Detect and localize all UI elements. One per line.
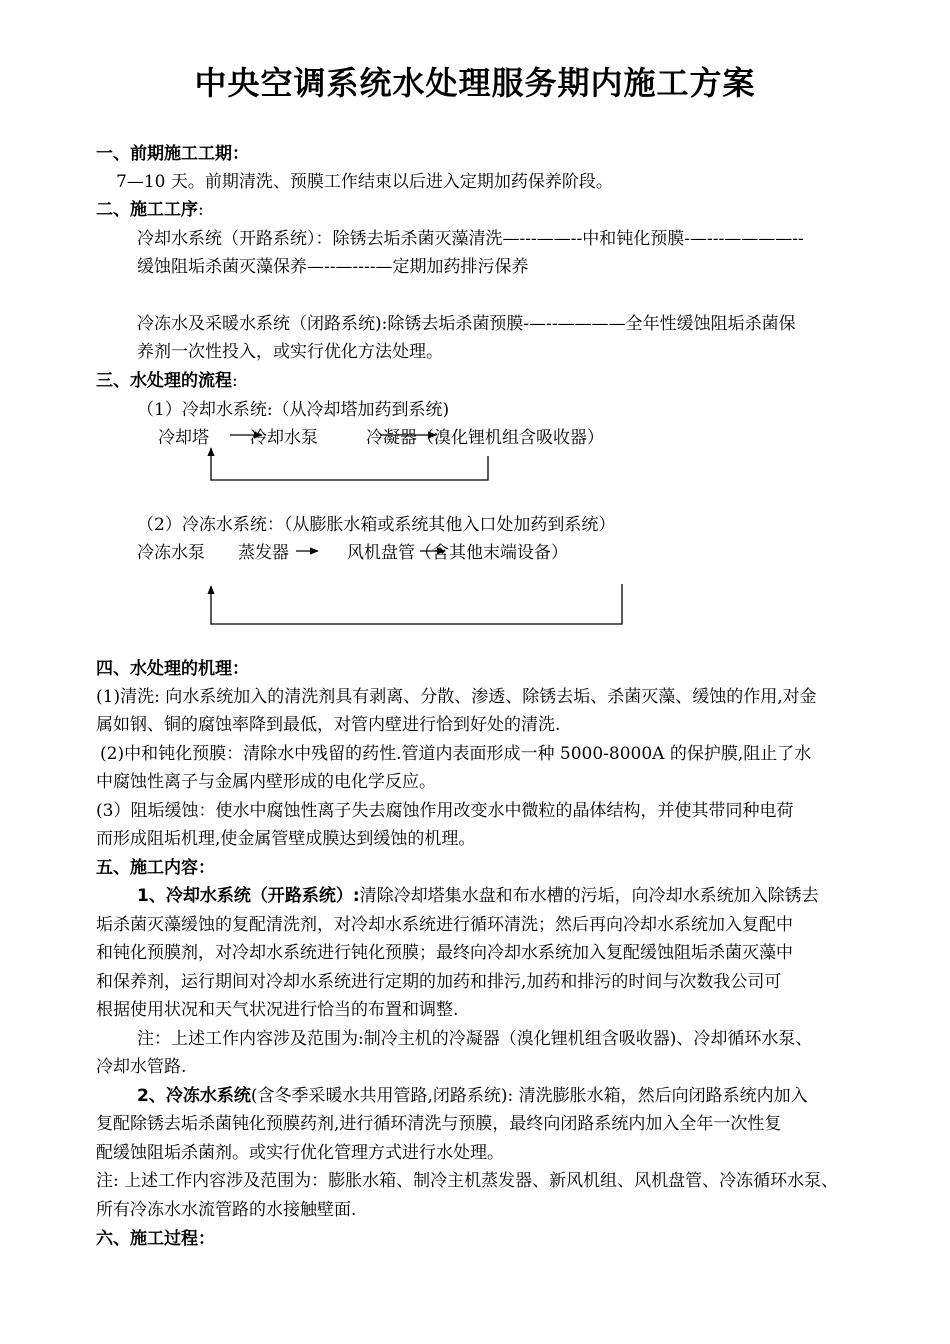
section-5-item-1-line-2: 垢杀菌灭藻缓蚀的复配清洗剂，对冷却水系统进行循环清洗；然后再向冷却水系统加入复配中: [96, 915, 793, 935]
section-5-item-2-line-2: 复配除锈去垢杀菌钝化预膜药剂,进行循环清洗与预膜，最终向闭路系统内加入全年一次性复: [96, 1114, 782, 1134]
section-2-heading-line: [96, 199, 204, 221]
section-4-p1-line-2: 属如钢、铜的腐蚀率降到最低，对管内壁进行恰到好处的清洗.: [96, 715, 561, 735]
section-2-closed-line-2: 养剂一次性投入，或实行优化方法处理。: [137, 342, 443, 362]
section-5-item-2-text: (含冬季采暖水共用管路,闭路系统): 清洗膨胀水箱，然后向闭路系统内加入: [250, 1086, 808, 1106]
section-4-p2-line-1: (2)中和钝化预膜：清除水中残留的药性.管道内表面形成一种 5000-8000A 的保护膜,阻止了水: [100, 744, 812, 764]
flow-1-label: （1）冷却水系统:（从冷却塔加药到系统): [137, 400, 450, 420]
flow-2-return-loop: [211, 584, 622, 624]
section-5-note-1-line-2: 冷却水管路.: [96, 1057, 187, 1077]
flow-2-node-chilled-pump: 冷冻水泵: [137, 543, 205, 563]
section-2-colon: :: [198, 200, 204, 220]
flow-1-node-cooling-pump: 冷却水泵: [250, 428, 318, 448]
section-4-p2-line-2: 中腐蚀性离子与金属内壁形成的电化学反应。: [96, 772, 436, 792]
section-2-heading: 二、施工工序: [96, 200, 198, 220]
section-5-item-1-line-4: 和保养剂，运行期间对冷却水系统进行定期的加药和排污,加药和排污的时间与次数我公司可: [96, 972, 782, 992]
section-6-heading: 六、施工过程：: [96, 1229, 215, 1249]
section-3-colon: :: [232, 371, 238, 391]
flow-2-node-fan-coil: 风机盘管（含其他末端设备）: [347, 543, 568, 563]
document-title: 中央空调系统水处理服务期内施工方案: [194, 64, 756, 102]
section-2-open-line-2: 缓蚀阻垢杀菌灭藻保养—--—----—定期加药排污保养: [137, 257, 529, 277]
section-4-p3-line-1: (3）阻垢缓蚀：使水中腐蚀性离子失去腐蚀作用改变水中微粒的晶体结构，并使其带同种电荷: [96, 801, 794, 821]
section-5-item-2-line-3: 配缓蚀阻垢杀菌剂。或实行优化管理方式进行水处理。: [96, 1143, 504, 1163]
flow-1-node-cooling-tower: 冷却塔: [158, 428, 209, 448]
flow-1-return-loop: [211, 448, 488, 480]
section-5-item-1-line-1: [137, 885, 819, 907]
section-5-item-1-line-5: 根据使用状况和天气状况进行恰当的布置和调整.: [96, 1000, 459, 1020]
section-1-heading: 一、前期施工工期：: [96, 144, 249, 164]
section-4-p3-line-2: 而形成阻垢机理,使金属管壁成膜达到缓蚀的机理。: [96, 829, 476, 849]
section-5-note-2-line-2: 所有冷冻水水流管路的水接触壁面.: [96, 1200, 357, 1220]
section-1-body: 7—10 天。前期清洗、预膜工作结束以后进入定期加药保养阶段。: [116, 172, 613, 192]
section-5-item-1-line-3: 和钝化预膜剂，对冷却水系统进行钝化预膜；最终向冷却水系统加入复配缓蚀阻垢杀菌灭藻中: [96, 943, 793, 963]
flow-2-node-evaporator: 蒸发器: [238, 543, 289, 563]
section-3-heading: 三、水处理的流程: [96, 371, 232, 391]
section-2-closed-line-1: 冷冻水及采暖水系统（闭路系统):除锈去垢杀菌预膜-—--————全年性缓蚀阻垢杀菌保: [137, 314, 796, 334]
section-5-item-1-title: 1、冷却水系统（开路系统）:: [137, 886, 360, 906]
section-5-note-2-line-1: 注: 上述工作内容涉及范围为：膨胀水箱、制冷主机蒸发器、新风机组、风机盘管、冷冻循环水泵、: [96, 1171, 839, 1191]
flow-1-node-condenser: 冷凝器（溴化锂机组含吸收器）: [366, 428, 604, 448]
flow-2-label: （2）冷冻水系统：（从膨胀水箱或系统其他入口处加药到系统）: [137, 515, 616, 535]
section-5-item-2-title: 2、冷冻水系统: [137, 1086, 251, 1106]
section-3-heading-line: [96, 370, 238, 392]
section-5-heading: 五、施工内容：: [96, 858, 215, 878]
section-5-item-1-text: 清除冷却塔集水盘和布水槽的污垢，向冷却水系统加入除锈去: [359, 886, 819, 906]
section-5-item-2-line-1: [137, 1085, 808, 1107]
section-4-p1-line-1: (1)清洗: 向水系统加入的清洗剂具有剥离、分散、渗透、除锈去垢、杀菌灭藻、缓蚀的作用,对金: [96, 687, 817, 707]
section-5-note-1-line-1: 注：上述工作内容涉及范围为:制冷主机的冷凝器（溴化锂机组含吸收器)、冷却循环水泵、: [137, 1029, 813, 1049]
section-2-open-line-1: 冷却水系统（开路系统）：除锈去垢杀菌灭藻清洗—---——--中和钝化预膜-—---————--: [137, 229, 804, 249]
section-4-heading: 四、水处理的机理：: [96, 659, 249, 679]
